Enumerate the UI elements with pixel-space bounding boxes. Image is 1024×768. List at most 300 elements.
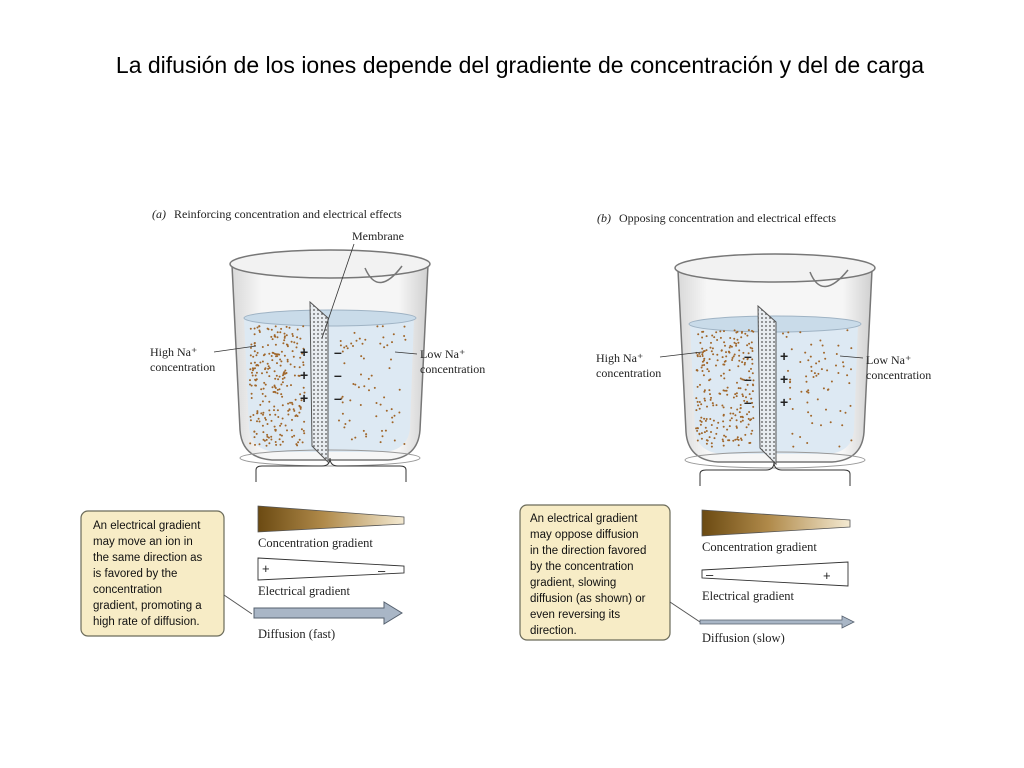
ion-dot-low: [782, 333, 784, 335]
ion-dot-high: [287, 359, 289, 361]
ion-dot-high: [297, 415, 299, 417]
ion-dot-high: [298, 412, 300, 414]
ion-dot-high: [738, 444, 740, 446]
ion-dot-low: [365, 433, 367, 435]
ion-dot-high: [709, 378, 711, 380]
ion-dot-high: [266, 371, 268, 373]
ion-dot-high: [262, 400, 264, 402]
ion-dot-high: [252, 356, 254, 358]
ion-dot-high: [746, 426, 748, 428]
ion-dot-high: [705, 420, 707, 422]
ion-dot-high: [696, 430, 698, 432]
charge-b-right-2: +: [780, 371, 789, 387]
ion-dot-high: [273, 352, 275, 354]
ion-dot-high: [254, 350, 256, 352]
panel-a-diffusion-arrow: [254, 602, 402, 624]
ion-dot-high: [291, 341, 293, 343]
ion-dot-high: [279, 425, 281, 427]
ion-dot-high: [715, 331, 717, 333]
ion-dot-high: [725, 436, 727, 438]
ion-dot-high: [712, 353, 714, 355]
ion-dot-high: [703, 418, 705, 420]
ion-dot-high: [705, 427, 707, 429]
ion-dot-high: [275, 444, 277, 446]
ion-dot-high: [748, 424, 750, 426]
ion-dot-high: [262, 425, 264, 427]
ion-dot-high: [708, 389, 710, 391]
ion-dot-high: [284, 337, 286, 339]
ion-dot-high: [252, 414, 254, 416]
ion-dot-low: [817, 373, 819, 375]
ion-dot-low: [814, 372, 816, 374]
ion-dot-high: [281, 396, 283, 398]
ion-dot-low: [799, 361, 801, 363]
ion-dot-high: [271, 329, 273, 331]
ion-dot-high: [282, 381, 284, 383]
ion-dot-high: [259, 362, 261, 364]
ion-dot-high: [701, 367, 703, 369]
ion-dot-high: [260, 412, 262, 414]
panel-a-heading-text: Reinforcing concentration and electrical effects: [174, 207, 402, 221]
ion-dot-high: [729, 347, 731, 349]
charge-a-right-3: –: [334, 390, 342, 406]
charge-b-right-1: +: [780, 348, 789, 364]
ion-dot-high: [736, 392, 738, 394]
ion-dot-low: [343, 426, 345, 428]
ion-dot-high: [717, 422, 719, 424]
ion-dot-high: [737, 436, 739, 438]
ion-dot-high: [287, 414, 289, 416]
ion-dot-high: [274, 391, 276, 393]
membrane-a: [310, 302, 328, 462]
membrane-label: Membrane: [352, 229, 404, 243]
ion-dot-high: [708, 370, 710, 372]
ion-dot-high: [263, 388, 265, 390]
ion-dot-low: [841, 424, 843, 426]
ion-dot-high: [710, 347, 712, 349]
ion-dot-low: [806, 402, 808, 404]
ion-dot-high: [251, 393, 253, 395]
ion-dot-high: [263, 382, 265, 384]
ion-dot-high: [251, 385, 253, 387]
ion-dot-high: [719, 330, 721, 332]
ion-dot-high: [699, 408, 701, 410]
ion-dot-low: [403, 335, 405, 337]
ion-dot-high: [740, 407, 742, 409]
ion-dot-high: [745, 389, 747, 391]
ion-dot-low: [806, 442, 808, 444]
ion-dot-low: [805, 375, 807, 377]
ion-dot-high: [709, 358, 711, 360]
ion-dot-high: [723, 406, 725, 408]
ion-dot-low: [791, 433, 793, 435]
ion-dot-high: [731, 417, 733, 419]
ion-dot-high: [277, 378, 279, 380]
ion-dot-low: [787, 331, 789, 333]
ion-dot-high: [294, 366, 296, 368]
ion-dot-high: [706, 430, 708, 432]
ion-dot-high: [268, 442, 270, 444]
ion-dot-high: [258, 330, 260, 332]
ion-dot-high: [721, 350, 723, 352]
charge-a-left-1: +: [300, 344, 309, 360]
ion-dot-high: [700, 403, 702, 405]
ion-dot-high: [736, 409, 738, 411]
ion-dot-high: [270, 336, 272, 338]
ion-dot-high: [710, 431, 712, 433]
ion-dot-high: [292, 350, 294, 352]
charge-a-right-2: –: [334, 367, 342, 383]
panel-b-bracket: [700, 462, 850, 486]
ion-dot-high: [249, 379, 251, 381]
ion-dot-high: [254, 436, 256, 438]
ion-dot-high: [717, 359, 719, 361]
ion-dot-high: [267, 344, 269, 346]
ion-dot-high: [729, 369, 731, 371]
ion-dot-low: [342, 401, 344, 403]
ion-dot-high: [737, 342, 739, 344]
charge-a-right-1: –: [334, 344, 342, 360]
ion-dot-high: [710, 397, 712, 399]
ion-dot-low: [354, 384, 356, 386]
ion-dot-high: [287, 361, 289, 363]
ion-dot-high: [706, 362, 708, 364]
ion-dot-high: [722, 440, 724, 442]
ion-dot-high: [250, 344, 252, 346]
ion-dot-high: [699, 420, 701, 422]
ion-dot-low: [356, 340, 358, 342]
ion-dot-high: [281, 351, 283, 353]
ion-dot-high: [734, 393, 736, 395]
ion-dot-high: [263, 354, 265, 356]
ion-dot-low: [354, 437, 356, 439]
ion-dot-high: [252, 369, 254, 371]
ion-dot-high: [742, 420, 744, 422]
ion-dot-high: [300, 408, 302, 410]
ion-dot-low: [810, 415, 812, 417]
ion-dot-high: [254, 384, 256, 386]
ion-dot-high: [702, 355, 704, 357]
ion-dot-high: [268, 401, 270, 403]
ion-dot-high: [700, 417, 702, 419]
ion-dot-low: [374, 387, 376, 389]
beaker-b: [675, 254, 875, 468]
ion-dot-high: [286, 334, 288, 336]
ion-dot-high: [740, 378, 742, 380]
ion-dot-low: [398, 412, 400, 414]
ion-dot-high: [751, 430, 753, 432]
ion-dot-high: [282, 441, 284, 443]
ion-dot-high: [274, 385, 276, 387]
ion-dot-high: [259, 421, 261, 423]
ion-dot-high: [746, 335, 748, 337]
panel-a-bracket: [256, 458, 406, 482]
ion-dot-high: [750, 433, 752, 435]
ion-dot-high: [733, 397, 735, 399]
ion-dot-low: [850, 405, 852, 407]
ion-dot-high: [254, 333, 256, 335]
ion-dot-high: [260, 388, 262, 390]
ion-dot-high: [263, 439, 265, 441]
ion-dot-low: [342, 351, 344, 353]
ion-dot-high: [289, 408, 291, 410]
membrane-b: [758, 306, 776, 464]
ion-dot-high: [250, 416, 252, 418]
ion-dot-high: [261, 372, 263, 374]
ion-dot-low: [789, 381, 791, 383]
ion-dot-low: [807, 392, 809, 394]
ion-dot-low: [806, 381, 808, 383]
ion-dot-high: [281, 435, 283, 437]
panel-a-right-label: Low Na⁺ concentration: [420, 347, 486, 376]
ion-dot-low: [823, 352, 825, 354]
ion-dot-high: [267, 363, 269, 365]
ion-dot-high: [285, 425, 287, 427]
ion-dot-high: [256, 364, 258, 366]
ion-dot-low: [825, 409, 827, 411]
ion-dot-high: [738, 355, 740, 357]
ion-dot-high: [748, 329, 750, 331]
ion-dot-high: [266, 436, 268, 438]
ion-dot-high: [709, 393, 711, 395]
ion-dot-low: [820, 424, 822, 426]
ion-dot-high: [710, 342, 712, 344]
ion-dot-high: [286, 326, 288, 328]
ion-dot-high: [711, 335, 713, 337]
slide-title: La difusión de los iones depende del gradiente de concentración y del de carga: [115, 52, 925, 78]
ion-dot-high: [697, 440, 699, 442]
ion-dot-high: [723, 445, 725, 447]
ion-dot-high: [703, 374, 705, 376]
charge-b-left-3: –: [744, 394, 752, 410]
ion-dot-high: [293, 435, 295, 437]
ion-dot-low: [815, 362, 817, 364]
ion-dot-low: [343, 362, 345, 364]
ion-dot-high: [695, 409, 697, 411]
ion-dot-high: [740, 404, 742, 406]
ion-dot-high: [706, 443, 708, 445]
ion-dot-high: [250, 419, 252, 421]
ion-dot-high: [723, 414, 725, 416]
ion-dot-high: [702, 361, 704, 363]
ion-dot-high: [277, 389, 279, 391]
ion-dot-high: [701, 364, 703, 366]
ion-dot-low: [381, 430, 383, 432]
ion-dot-low: [823, 387, 825, 389]
ion-dot-high: [712, 347, 714, 349]
ion-dot-low: [365, 436, 367, 438]
ion-dot-high: [706, 368, 708, 370]
ion-dot-high: [711, 350, 713, 352]
ion-dot-high: [697, 355, 699, 357]
ion-dot-low: [791, 348, 793, 350]
ion-dot-high: [254, 328, 256, 330]
ion-dot-high: [729, 337, 731, 339]
ion-dot-high: [732, 440, 734, 442]
ion-dot-high: [695, 397, 697, 399]
ion-dot-low: [349, 399, 351, 401]
ion-dot-low: [807, 359, 809, 361]
ion-dot-high: [752, 350, 754, 352]
ion-dot-high: [266, 445, 268, 447]
ion-dot-high: [701, 438, 703, 440]
ion-dot-high: [291, 419, 293, 421]
ion-dot-high: [723, 330, 725, 332]
ion-dot-low: [786, 336, 788, 338]
ion-dot-low: [811, 422, 813, 424]
ion-dot-high: [752, 331, 754, 333]
ion-dot-high: [730, 407, 732, 409]
ion-dot-low: [386, 410, 388, 412]
ion-dot-low: [848, 382, 850, 384]
ion-dot-high: [268, 328, 270, 330]
ion-dot-high: [272, 386, 274, 388]
ion-dot-high: [282, 404, 284, 406]
ion-dot-high: [270, 436, 272, 438]
ion-dot-high: [738, 387, 740, 389]
ion-dot-low: [385, 430, 387, 432]
ion-dot-high: [740, 421, 742, 423]
panel-b-concentration-wedge: [702, 510, 850, 536]
ion-dot-high: [744, 434, 746, 436]
ion-dot-high: [733, 355, 735, 357]
ion-dot-low: [789, 398, 791, 400]
ion-dot-high: [303, 364, 305, 366]
ion-dot-high: [285, 373, 287, 375]
ion-dot-high: [274, 370, 276, 372]
charge-b-left-1: –: [744, 348, 752, 364]
ion-dot-high: [296, 343, 298, 345]
ion-dot-high: [715, 365, 717, 367]
ion-dot-high: [296, 336, 298, 338]
ion-dot-high: [286, 429, 288, 431]
ion-dot-low: [364, 339, 366, 341]
ion-dot-high: [257, 327, 259, 329]
panel-b-heading: [597, 211, 836, 225]
ion-dot-high: [704, 398, 706, 400]
ion-dot-high: [711, 442, 713, 444]
ion-dot-low: [789, 387, 791, 389]
ion-dot-high: [744, 333, 746, 335]
ion-dot-high: [280, 328, 282, 330]
ion-dot-high: [293, 410, 295, 412]
charge-a-left-3: +: [300, 390, 309, 406]
ion-dot-high: [275, 429, 277, 431]
ion-dot-low: [391, 341, 393, 343]
ion-dot-high: [257, 352, 259, 354]
ion-dot-low: [818, 360, 820, 362]
ion-dot-high: [295, 399, 297, 401]
panel-b-left-label: High Na⁺ concentration: [596, 351, 662, 380]
ion-dot-high: [733, 338, 735, 340]
ion-dot-high: [296, 346, 298, 348]
ion-dot-high: [704, 350, 706, 352]
ion-dot-high: [254, 379, 256, 381]
ion-dot-high: [740, 387, 742, 389]
ion-dot-high: [746, 413, 748, 415]
ion-dot-low: [850, 368, 852, 370]
ion-dot-low: [375, 415, 377, 417]
ion-dot-low: [371, 375, 373, 377]
ion-dot-low: [800, 391, 802, 393]
ion-dot-high: [734, 354, 736, 356]
ion-dot-high: [715, 433, 717, 435]
ion-dot-high: [284, 333, 286, 335]
ion-dot-low: [382, 325, 384, 327]
ion-dot-high: [269, 414, 271, 416]
ion-dot-low: [391, 408, 393, 410]
ion-dot-low: [821, 368, 823, 370]
ion-dot-high: [736, 382, 738, 384]
ion-dot-high: [748, 411, 750, 413]
ion-dot-high: [752, 417, 754, 419]
ion-dot-high: [250, 354, 252, 356]
ion-dot-high: [256, 354, 258, 356]
ion-dot-high: [282, 342, 284, 344]
ion-dot-low: [822, 345, 824, 347]
ion-dot-high: [254, 342, 256, 344]
ion-dot-high: [721, 405, 723, 407]
ion-dot-low: [379, 343, 381, 345]
ion-dot-low: [390, 359, 392, 361]
ion-dot-high: [257, 412, 259, 414]
ion-dot-high: [302, 441, 304, 443]
ion-dot-low: [815, 375, 817, 377]
ion-dot-high: [259, 443, 261, 445]
ion-dot-high: [741, 331, 743, 333]
ion-dot-high: [695, 427, 697, 429]
ion-dot-high: [277, 416, 279, 418]
charge-b-left-2: –: [744, 371, 752, 387]
ion-dot-high: [701, 348, 703, 350]
ion-dot-high: [293, 341, 295, 343]
panel-a: [81, 207, 485, 641]
panel-a-heading: [152, 207, 402, 221]
ion-dot-low: [810, 344, 812, 346]
ion-dot-low: [842, 361, 844, 363]
ion-dot-low: [826, 369, 828, 371]
ion-dot-low: [824, 358, 826, 360]
ion-dot-low: [799, 436, 801, 438]
ion-dot-high: [724, 361, 726, 363]
ion-dot-high: [251, 397, 253, 399]
ion-dot-low: [830, 421, 832, 423]
ion-dot-high: [302, 325, 304, 327]
ion-dot-low: [404, 339, 406, 341]
ion-dot-high: [282, 378, 284, 380]
ion-dot-high: [256, 410, 258, 412]
ion-dot-high: [287, 410, 289, 412]
ion-dot-high: [739, 411, 741, 413]
ion-dot-high: [294, 415, 296, 417]
ion-dot-high: [732, 413, 734, 415]
ion-dot-low: [827, 388, 829, 390]
ion-dot-low: [363, 385, 365, 387]
ion-dot-low: [846, 329, 848, 331]
ion-dot-high: [284, 370, 286, 372]
ion-dot-high: [697, 333, 699, 335]
ion-dot-high: [727, 387, 729, 389]
charge-a-left-2: +: [300, 367, 309, 383]
ion-dot-high: [253, 431, 255, 433]
panel-b-letter: (b): [597, 211, 611, 225]
ion-dot-high: [274, 378, 276, 380]
ion-dot-high: [704, 431, 706, 433]
ion-dot-high: [726, 429, 728, 431]
ion-dot-high: [720, 375, 722, 377]
ion-dot-high: [277, 331, 279, 333]
ion-dot-high: [274, 426, 276, 428]
